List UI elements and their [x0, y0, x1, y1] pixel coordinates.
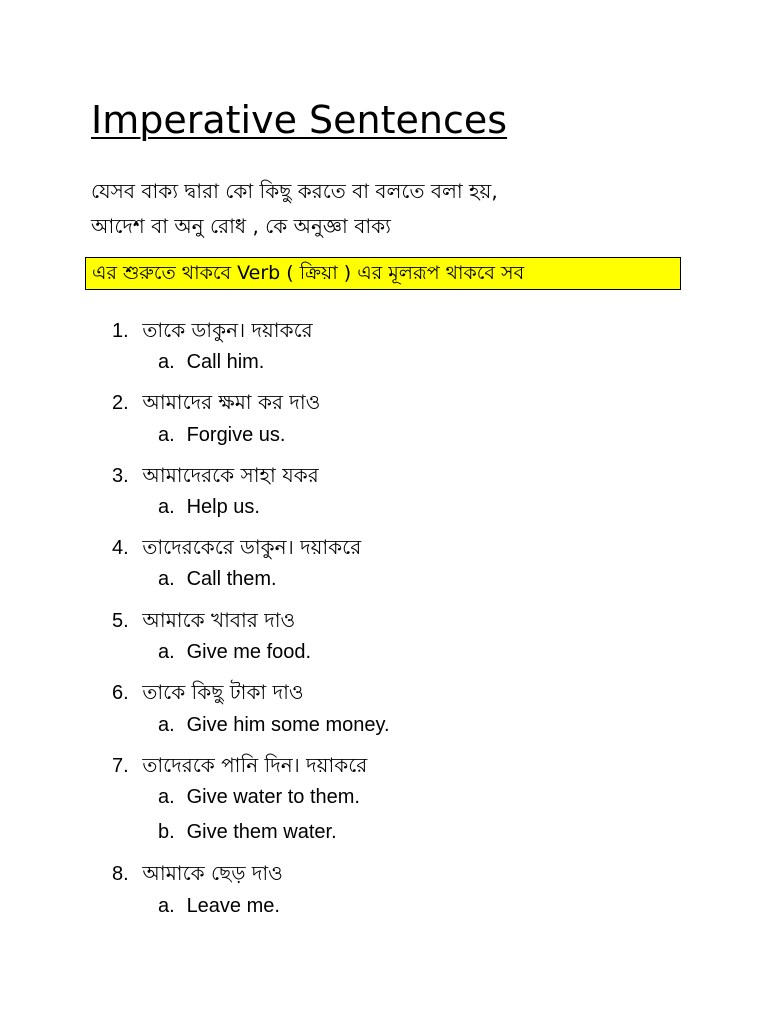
english-translation: Give water to them. [186, 786, 360, 808]
list-item-answer [158, 641, 311, 664]
answer-letter: a. [158, 568, 175, 590]
intro-line-2: আদেশ বা অনু রোধ , কে অনুজ্ঞা বাক্য [91, 214, 391, 238]
list-item-answer [158, 496, 260, 519]
english-translation: Help us. [186, 496, 260, 518]
english-translation: Call him. [186, 351, 265, 373]
intro-paragraph [91, 174, 691, 244]
item-number: 5. [112, 610, 129, 632]
list-item-answer [158, 786, 360, 809]
intro-line-1: যেসব বাক্য দ্বারা কো কিছু করতে বা বলতে বলা হয়, [91, 179, 498, 203]
item-number: 1. [112, 320, 129, 342]
list-item-question [112, 751, 367, 784]
answer-letter: b. [158, 821, 175, 843]
list-item-answer [158, 714, 390, 737]
bangla-sentence: তাদেরকেরে ডাকুন। দয়াকরে [142, 535, 362, 559]
english-translation: Call them. [186, 568, 277, 590]
highlighted-note: এর শুরুতে থাকবে Verb ( ক্রিয়া ) এর মূলরূপ থাকবে সব [85, 257, 681, 290]
answer-letter: a. [158, 714, 175, 736]
list-item-question [112, 533, 361, 566]
list-item-answer [158, 821, 337, 844]
list-item-question [112, 606, 295, 639]
item-number: 6. [112, 682, 129, 704]
list-item-question [112, 388, 320, 421]
item-number: 4. [112, 537, 129, 559]
list-item-question [112, 461, 319, 494]
bangla-sentence: আমাকে খাবার দাও [142, 608, 296, 632]
english-translation: Give them water. [186, 821, 337, 843]
bangla-sentence: তাকে কিছু টাকা দাও [142, 680, 304, 704]
bangla-sentence: আমাদের ক্ষমা কর দাও [142, 390, 321, 414]
list-item-question [112, 859, 283, 892]
english-translation: Forgive us. [186, 424, 286, 446]
item-number: 7. [112, 755, 129, 777]
answer-letter: a. [158, 496, 175, 518]
answer-letter: a. [158, 786, 175, 808]
answer-letter: a. [158, 895, 175, 917]
item-number: 3. [112, 465, 129, 487]
page-title: Imperative Sentences [91, 98, 508, 142]
english-translation: Leave me. [186, 895, 280, 917]
bangla-sentence: আমাদেরকে সাহা যকর [142, 463, 319, 487]
english-translation: Give me food. [186, 641, 312, 663]
list-item-answer [158, 895, 280, 918]
english-translation: Give him some money. [186, 714, 390, 736]
bangla-sentence: আমাকে ছেড় দাও [142, 861, 283, 885]
answer-letter: a. [158, 424, 175, 446]
item-number: 2. [112, 392, 129, 414]
bangla-sentence: তাকে ডাকুন। দয়াকরে [142, 318, 313, 342]
item-number: 8. [112, 863, 129, 885]
list-item-answer [158, 424, 286, 447]
list-item-answer [158, 568, 277, 591]
list-item-question [112, 678, 304, 711]
list-item-question [112, 316, 313, 349]
list-item-answer [158, 351, 264, 374]
answer-letter: a. [158, 351, 175, 373]
answer-letter: a. [158, 641, 175, 663]
bangla-sentence: তাদেরকে পানি দিন। দয়াকরে [142, 753, 368, 777]
